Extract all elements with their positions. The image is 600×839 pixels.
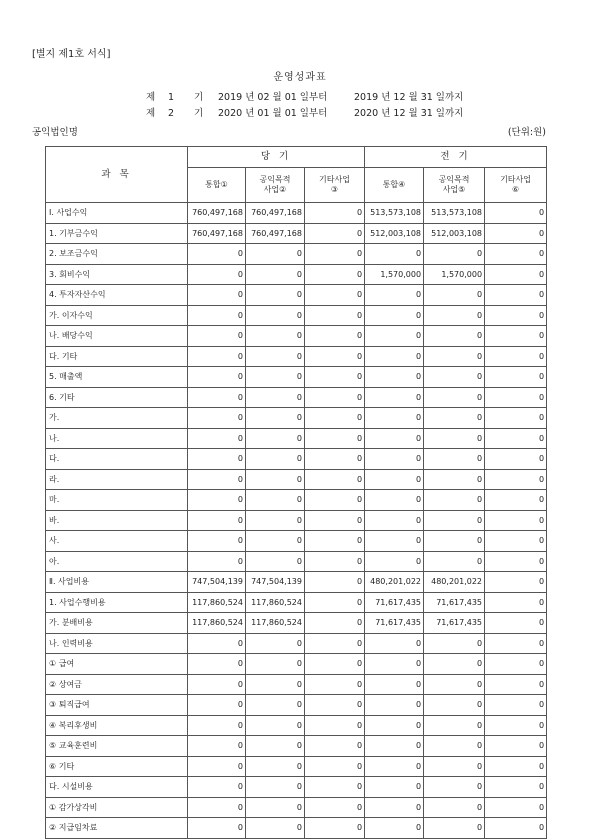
row-label: 나. 배당수익	[46, 326, 188, 347]
row-value: 747,504,139	[246, 572, 305, 593]
row-label: ③ 퇴직급여	[46, 695, 188, 716]
row-value: 0	[485, 592, 547, 613]
row-value: 0	[246, 490, 305, 511]
row-value: 0	[188, 449, 246, 470]
row-value: 0	[188, 777, 246, 798]
row-value: 0	[305, 818, 365, 839]
period-prefix: 제	[146, 108, 156, 119]
row-label: 바.	[46, 510, 188, 531]
row-value: 0	[365, 715, 424, 736]
row-value: 0	[424, 531, 485, 552]
row-value: 71,617,435	[365, 613, 424, 634]
row-value: 0	[365, 285, 424, 306]
row-value: 0	[424, 654, 485, 675]
row-label: Ⅱ. 사업비용	[46, 572, 188, 593]
row-value: 0	[365, 551, 424, 572]
row-value: 0	[305, 326, 365, 347]
row-value: 0	[305, 736, 365, 757]
row-label: 다. 시설비용	[46, 777, 188, 798]
row-value: 0	[305, 469, 365, 490]
row-value: 0	[485, 818, 547, 839]
row-value: 0	[424, 367, 485, 388]
row-label: 가. 분배비용	[46, 613, 188, 634]
period-number: 1	[168, 92, 175, 103]
row-value: 0	[188, 531, 246, 552]
row-value: 0	[188, 715, 246, 736]
row-value: 0	[424, 387, 485, 408]
period-line-1	[146, 89, 463, 103]
row-value: 1,570,000	[424, 264, 485, 285]
row-label: 6. 기타	[46, 387, 188, 408]
row-value: 513,573,108	[365, 203, 424, 224]
row-label: ⑤ 교육훈련비	[46, 736, 188, 757]
row-value: 0	[424, 305, 485, 326]
header-current-period: 당 기	[188, 147, 365, 168]
operating-results-table	[45, 146, 547, 839]
table-row	[46, 346, 547, 367]
row-value: 0	[485, 428, 547, 449]
table-row	[46, 572, 547, 593]
row-value: 0	[188, 326, 246, 347]
row-value: 0	[305, 510, 365, 531]
table-row	[46, 469, 547, 490]
row-value: 0	[305, 613, 365, 634]
row-value: 0	[485, 408, 547, 429]
row-value: 117,860,524	[188, 613, 246, 634]
table-row	[46, 736, 547, 757]
row-label: 라.	[46, 469, 188, 490]
row-value: 0	[305, 695, 365, 716]
row-value: 0	[485, 305, 547, 326]
header-col: 공익목적 사업⑤	[424, 168, 485, 203]
row-value: 0	[424, 326, 485, 347]
row-value: 0	[305, 551, 365, 572]
corporation-name-label: 공익법인명	[32, 127, 78, 138]
row-value: 0	[246, 408, 305, 429]
period-prefix: 제	[146, 92, 156, 103]
row-value: 0	[305, 777, 365, 798]
row-value: 0	[305, 346, 365, 367]
header-col: 통합④	[365, 168, 424, 203]
header-col: 통합①	[188, 168, 246, 203]
row-value: 0	[365, 469, 424, 490]
table-row	[46, 264, 547, 285]
table-row	[46, 510, 547, 531]
row-value: 0	[305, 367, 365, 388]
row-label: 사.	[46, 531, 188, 552]
row-value: 0	[188, 551, 246, 572]
row-value: 0	[424, 818, 485, 839]
row-value: 0	[365, 490, 424, 511]
row-value: 0	[485, 777, 547, 798]
row-value: 0	[365, 305, 424, 326]
row-value: 760,497,168	[246, 223, 305, 244]
row-value: 0	[246, 633, 305, 654]
row-value: 0	[365, 633, 424, 654]
period-number: 2	[168, 108, 175, 119]
row-value: 0	[485, 449, 547, 470]
row-value: 0	[188, 633, 246, 654]
row-value: 0	[188, 367, 246, 388]
row-value: 0	[188, 285, 246, 306]
row-value: 0	[246, 551, 305, 572]
row-label: 나.	[46, 428, 188, 449]
row-value: 0	[365, 428, 424, 449]
row-value: 0	[424, 674, 485, 695]
row-value: 1,570,000	[365, 264, 424, 285]
row-value: 0	[365, 818, 424, 839]
table-row	[46, 387, 547, 408]
table-row	[46, 203, 547, 224]
row-value: 0	[424, 551, 485, 572]
form-label: [별지 제1호 서식]	[32, 49, 111, 60]
row-value: 0	[188, 797, 246, 818]
row-value: 0	[188, 469, 246, 490]
row-value: 0	[424, 346, 485, 367]
row-label: 나. 인력비용	[46, 633, 188, 654]
row-value: 0	[485, 510, 547, 531]
row-value: 0	[246, 531, 305, 552]
row-value: 0	[485, 244, 547, 265]
row-value: 0	[365, 346, 424, 367]
row-value: 0	[246, 367, 305, 388]
row-value: 0	[365, 695, 424, 716]
table-row	[46, 449, 547, 470]
row-value: 0	[246, 264, 305, 285]
table-row	[46, 695, 547, 716]
row-value: 512,003,108	[365, 223, 424, 244]
row-value: 0	[188, 695, 246, 716]
row-value: 0	[188, 408, 246, 429]
row-value: 0	[305, 285, 365, 306]
row-value: 0	[485, 490, 547, 511]
row-value: 0	[485, 264, 547, 285]
row-value: 0	[188, 264, 246, 285]
row-value: 0	[188, 428, 246, 449]
row-value: 0	[305, 797, 365, 818]
row-value: 0	[365, 367, 424, 388]
row-value: 0	[424, 244, 485, 265]
row-value: 0	[424, 715, 485, 736]
row-value: 0	[424, 756, 485, 777]
row-value: 0	[485, 531, 547, 552]
row-label: ① 급여	[46, 654, 188, 675]
row-value: 0	[485, 387, 547, 408]
row-value: 0	[305, 203, 365, 224]
row-value: 0	[188, 818, 246, 839]
row-value: 0	[485, 326, 547, 347]
row-value: 0	[305, 387, 365, 408]
table-row	[46, 428, 547, 449]
row-value: 0	[305, 223, 365, 244]
row-value: 0	[365, 510, 424, 531]
row-value: 0	[188, 756, 246, 777]
row-value: 71,617,435	[365, 592, 424, 613]
row-value: 0	[246, 777, 305, 798]
row-value: 0	[424, 469, 485, 490]
header-col: 기타사업 ③	[305, 168, 365, 203]
table-row	[46, 818, 547, 839]
row-value: 0	[424, 736, 485, 757]
table-row	[46, 592, 547, 613]
row-value: 0	[485, 469, 547, 490]
row-label: 가. 이자수익	[46, 305, 188, 326]
row-value: 0	[246, 244, 305, 265]
row-value: 0	[305, 592, 365, 613]
row-value: 0	[305, 449, 365, 470]
table-row	[46, 408, 547, 429]
row-value: 0	[424, 797, 485, 818]
row-value: 0	[305, 633, 365, 654]
row-value: 0	[305, 674, 365, 695]
row-value: 0	[485, 572, 547, 593]
row-value: 0	[188, 736, 246, 757]
row-label: ① 감가상각비	[46, 797, 188, 818]
row-label: 4. 투자자산수익	[46, 285, 188, 306]
table-row	[46, 797, 547, 818]
table-row	[46, 326, 547, 347]
row-value: 0	[188, 674, 246, 695]
table-row	[46, 613, 547, 634]
row-value: 0	[246, 818, 305, 839]
row-value: 0	[485, 797, 547, 818]
period-end: 2019 년 12 월 31 일까지	[354, 92, 464, 103]
row-label: ④ 복리후생비	[46, 715, 188, 736]
row-label: Ⅰ. 사업수익	[46, 203, 188, 224]
row-value: 0	[188, 654, 246, 675]
row-value: 760,497,168	[188, 203, 246, 224]
period-start: 2019 년 02 월 01 일부터	[218, 92, 328, 103]
row-value: 0	[365, 531, 424, 552]
row-value: 0	[246, 654, 305, 675]
period-suffix: 기	[194, 92, 204, 103]
row-value: 0	[365, 797, 424, 818]
row-label: 다. 기타	[46, 346, 188, 367]
table-row	[46, 367, 547, 388]
row-value: 0	[424, 428, 485, 449]
row-value: 760,497,168	[246, 203, 305, 224]
row-value: 0	[188, 305, 246, 326]
row-value: 0	[485, 695, 547, 716]
row-value: 0	[485, 223, 547, 244]
row-value: 0	[305, 572, 365, 593]
row-value: 0	[365, 244, 424, 265]
row-value: 0	[485, 346, 547, 367]
row-value: 0	[305, 531, 365, 552]
table-row	[46, 551, 547, 572]
row-value: 0	[305, 408, 365, 429]
row-value: 513,573,108	[424, 203, 485, 224]
row-value: 0	[246, 449, 305, 470]
row-label: 아.	[46, 551, 188, 572]
row-value: 117,860,524	[246, 613, 305, 634]
row-value: 0	[365, 408, 424, 429]
row-value: 0	[246, 326, 305, 347]
table-row	[46, 531, 547, 552]
row-value: 0	[188, 244, 246, 265]
row-value: 0	[246, 674, 305, 695]
row-value: 0	[424, 285, 485, 306]
row-value: 0	[485, 715, 547, 736]
row-label: ⑥ 기타	[46, 756, 188, 777]
row-label: 마.	[46, 490, 188, 511]
row-value: 0	[485, 674, 547, 695]
row-value: 0	[246, 510, 305, 531]
row-value: 0	[485, 367, 547, 388]
header-account: 과 목	[46, 147, 188, 203]
row-value: 0	[246, 695, 305, 716]
row-value: 0	[485, 285, 547, 306]
period-line-2	[146, 105, 463, 119]
header-col: 공익목적 사업②	[246, 168, 305, 203]
row-value: 0	[485, 654, 547, 675]
header-col: 기타사업 ⑥	[485, 168, 547, 203]
row-value: 0	[246, 715, 305, 736]
row-value: 0	[246, 736, 305, 757]
table-row	[46, 490, 547, 511]
row-value: 0	[424, 695, 485, 716]
table-row	[46, 715, 547, 736]
row-value: 0	[246, 285, 305, 306]
row-value: 0	[485, 736, 547, 757]
row-value: 747,504,139	[188, 572, 246, 593]
row-value: 0	[365, 326, 424, 347]
row-value: 480,201,022	[424, 572, 485, 593]
row-value: 0	[424, 490, 485, 511]
row-value: 0	[305, 244, 365, 265]
row-value: 760,497,168	[188, 223, 246, 244]
row-value: 0	[246, 797, 305, 818]
table-row	[46, 674, 547, 695]
row-value: 0	[188, 346, 246, 367]
period-start: 2020 년 01 월 01 일부터	[218, 108, 328, 119]
row-label: 3. 회비수익	[46, 264, 188, 285]
row-value: 117,860,524	[246, 592, 305, 613]
row-value: 0	[485, 551, 547, 572]
row-value: 0	[365, 777, 424, 798]
row-value: 0	[485, 756, 547, 777]
row-value: 0	[424, 777, 485, 798]
period-end: 2020 년 12 월 31 일까지	[354, 108, 464, 119]
row-value: 0	[365, 736, 424, 757]
row-value: 0	[305, 428, 365, 449]
row-value: 0	[305, 756, 365, 777]
row-value: 0	[305, 654, 365, 675]
row-value: 0	[188, 510, 246, 531]
row-value: 0	[424, 633, 485, 654]
table-row	[46, 756, 547, 777]
period-suffix: 기	[194, 108, 204, 119]
row-label: 1. 기부금수익	[46, 223, 188, 244]
row-value: 117,860,524	[188, 592, 246, 613]
table-row	[46, 654, 547, 675]
row-value: 0	[305, 264, 365, 285]
row-value: 0	[424, 449, 485, 470]
row-value: 0	[246, 428, 305, 449]
row-value: 0	[188, 387, 246, 408]
table-body	[46, 203, 547, 839]
row-label: ② 상여금	[46, 674, 188, 695]
row-value: 0	[485, 613, 547, 634]
row-value: 0	[365, 756, 424, 777]
table-row	[46, 223, 547, 244]
row-label: 다.	[46, 449, 188, 470]
row-label: ② 지급임차료	[46, 818, 188, 839]
row-label: 5. 매출액	[46, 367, 188, 388]
table-row	[46, 633, 547, 654]
row-value: 0	[485, 633, 547, 654]
row-value: 0	[246, 469, 305, 490]
row-value: 0	[424, 408, 485, 429]
row-value: 0	[246, 346, 305, 367]
row-value: 0	[305, 490, 365, 511]
table-row	[46, 777, 547, 798]
row-value: 71,617,435	[424, 592, 485, 613]
header-previous-period: 전 기	[365, 147, 547, 168]
row-value: 71,617,435	[424, 613, 485, 634]
row-value: 0	[305, 715, 365, 736]
row-value: 0	[246, 756, 305, 777]
row-value: 0	[365, 674, 424, 695]
row-value: 0	[305, 305, 365, 326]
table-row	[46, 285, 547, 306]
row-label: 2. 보조금수익	[46, 244, 188, 265]
row-value: 512,003,108	[424, 223, 485, 244]
row-value: 0	[365, 387, 424, 408]
row-value: 0	[365, 654, 424, 675]
row-value: 0	[246, 387, 305, 408]
row-value: 480,201,022	[365, 572, 424, 593]
row-value: 0	[485, 203, 547, 224]
row-label: 1. 사업수행비용	[46, 592, 188, 613]
row-value: 0	[365, 449, 424, 470]
row-value: 0	[246, 305, 305, 326]
page-title: 운영성과표	[273, 72, 327, 83]
unit-label: (단위:원)	[507, 127, 546, 138]
row-value: 0	[188, 490, 246, 511]
table-row	[46, 305, 547, 326]
table-row	[46, 244, 547, 265]
row-label: 가.	[46, 408, 188, 429]
row-value: 0	[424, 510, 485, 531]
